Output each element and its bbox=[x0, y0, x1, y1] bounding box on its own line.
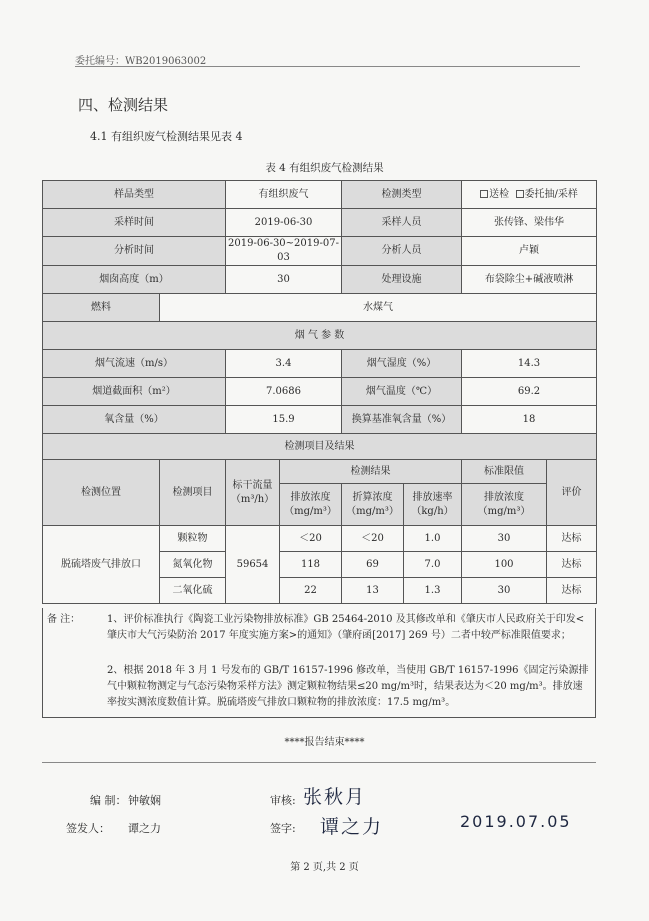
humidity-value: 14.3 bbox=[462, 350, 597, 378]
results-table bbox=[42, 180, 597, 604]
item-cell: 氮氧化物 bbox=[160, 552, 226, 578]
fuel-value: 水煤气 bbox=[160, 294, 597, 322]
signer-signature: 谭之力 bbox=[320, 816, 384, 838]
temp-value: 69.2 bbox=[462, 378, 597, 406]
note-1: 1、评价标准执行《陶瓷工业污染物排放标准》GB 25464-2010 及其修改单和《肇庆市人民政府关于印发<肇庆市大气污染防治 2017 年度实施方案>的通知》（肇府函[2017] 269 号）二者中较严标准限值要求； bbox=[107, 614, 585, 641]
sampler-value: 张传锋、梁伟华 bbox=[462, 209, 597, 237]
col-std-conc: 排放浓度 （mg/m³） bbox=[462, 484, 547, 526]
page-number: 第 2 页,共 2 页 bbox=[290, 862, 359, 873]
rate-cell: 1.3 bbox=[404, 578, 462, 604]
ref-o2-label: 换算基准氧含量（%） bbox=[342, 406, 462, 434]
report-end: ****报告结束**** bbox=[284, 737, 365, 748]
analysis-time-value: 2019-06-30~2019-07-03 bbox=[226, 237, 342, 266]
emit-cell: 22 bbox=[280, 578, 342, 604]
col-emit-conc: 排放浓度 （mg/m³） bbox=[280, 484, 342, 526]
note-2: 2、根据 2018 年 3 月 1 号发布的 GB/T 16157-1996 修改单，当使用 GB/T 16157-1996《固定污染源排气中颗粒物测定与气态污染物采样方法》测定颗粒物结果≤20 mg/m³时，结果表达为＜20 mg/m³。排放速率按实测浓度数值计算。脱硫塔废气排放口颗粒物的排放浓度：17.5 mg/m³。 bbox=[107, 665, 589, 708]
limit-cell: 30 bbox=[462, 578, 547, 604]
temp-label: 烟气温度（℃） bbox=[342, 378, 462, 406]
limit-cell: 30 bbox=[462, 526, 547, 552]
detect-type-label: 检测类型 bbox=[342, 181, 462, 209]
analyst-label: 分析人员 bbox=[342, 237, 462, 266]
sampler-label: 采样人员 bbox=[342, 209, 462, 237]
subsection-title: 4.1 有组织废气检测结果见表 4 bbox=[90, 130, 243, 143]
facility-label: 处理设施 bbox=[342, 266, 462, 294]
velocity-label: 烟气流速（m/s） bbox=[43, 350, 226, 378]
conv-cell: ＜20 bbox=[342, 526, 404, 552]
issued-by: 谭之力 bbox=[128, 822, 161, 835]
velocity-value: 3.4 bbox=[226, 350, 342, 378]
analysis-time-label: 分析时间 bbox=[43, 237, 226, 266]
item-cell: 二氧化硫 bbox=[160, 578, 226, 604]
ref-o2-value: 18 bbox=[462, 406, 597, 434]
eval-cell: 达标 bbox=[547, 526, 597, 552]
sign-label: 签字: bbox=[270, 822, 296, 835]
notes-box bbox=[42, 608, 596, 718]
fuel-label: 燃料 bbox=[43, 294, 160, 322]
commission-number: 委托编号：WB2019063002 bbox=[75, 56, 207, 67]
analyst-value: 卢颖 bbox=[462, 237, 597, 266]
flow-value: 59654 bbox=[226, 526, 280, 604]
rate-cell: 1.0 bbox=[404, 526, 462, 552]
issued-label: 签发人： bbox=[66, 822, 110, 835]
table-row bbox=[43, 526, 597, 552]
date-signature: 2019.07.05 bbox=[460, 812, 572, 831]
o2-label: 氧含量（%） bbox=[43, 406, 226, 434]
sampling-time-label: 采样时间 bbox=[43, 209, 226, 237]
o2-value: 15.9 bbox=[226, 406, 342, 434]
detect-type-value: 送检 委托抽/采样 bbox=[462, 181, 597, 209]
prepared-by: 钟敏娴 bbox=[128, 794, 161, 807]
header-rule bbox=[75, 66, 580, 67]
stack-height-label: 烟囱高度（m） bbox=[43, 266, 226, 294]
item-cell: 颗粒物 bbox=[160, 526, 226, 552]
table-caption: 表 4 有组织废气检测结果 bbox=[265, 162, 384, 174]
area-label: 烟道截面积（m²） bbox=[43, 378, 226, 406]
location-value: 脱硫塔废气排放口 bbox=[43, 526, 160, 604]
stack-height-value: 30 bbox=[226, 266, 342, 294]
col-flow: 标干流量 （m³/h） bbox=[226, 460, 280, 526]
eval-cell: 达标 bbox=[547, 552, 597, 578]
sample-type-label: 样品类型 bbox=[43, 181, 226, 209]
col-standard: 标准限值 bbox=[462, 460, 547, 484]
emit-cell: ＜20 bbox=[280, 526, 342, 552]
reviewer-signature: 张秋月 bbox=[303, 786, 367, 808]
limit-cell: 100 bbox=[462, 552, 547, 578]
eval-cell: 达标 bbox=[547, 578, 597, 604]
area-value: 7.0686 bbox=[226, 378, 342, 406]
sampling-time-value: 2019-06-30 bbox=[226, 209, 342, 237]
notes-label: 备 注： bbox=[47, 614, 81, 625]
results-heading: 检测项目及结果 bbox=[43, 434, 597, 460]
emit-cell: 118 bbox=[280, 552, 342, 578]
rate-cell: 7.0 bbox=[404, 552, 462, 578]
conv-cell: 13 bbox=[342, 578, 404, 604]
prepared-label: 编 制： bbox=[90, 794, 127, 807]
checkbox-icon bbox=[480, 190, 488, 198]
col-results: 检测结果 bbox=[280, 460, 462, 484]
reviewed-label: 审核: bbox=[270, 794, 296, 807]
sample-type-value: 有组织废气 bbox=[226, 181, 342, 209]
checkbox-checked-icon bbox=[516, 190, 524, 198]
col-item: 检测项目 bbox=[160, 460, 226, 526]
section-title: 四、检测结果 bbox=[78, 96, 169, 114]
conv-cell: 69 bbox=[342, 552, 404, 578]
flue-heading: 烟 气 参 数 bbox=[43, 322, 597, 350]
col-conv-conc: 折算浓度 （mg/m³） bbox=[342, 484, 404, 526]
facility-value: 布袋除尘+碱液喷淋 bbox=[462, 266, 597, 294]
humidity-label: 烟气湿度（%） bbox=[342, 350, 462, 378]
col-emit-rate: 排放速率 （kg/h） bbox=[404, 484, 462, 526]
col-location: 检测位置 bbox=[43, 460, 160, 526]
footer-rule bbox=[42, 762, 596, 763]
col-eval: 评价 bbox=[547, 460, 597, 526]
